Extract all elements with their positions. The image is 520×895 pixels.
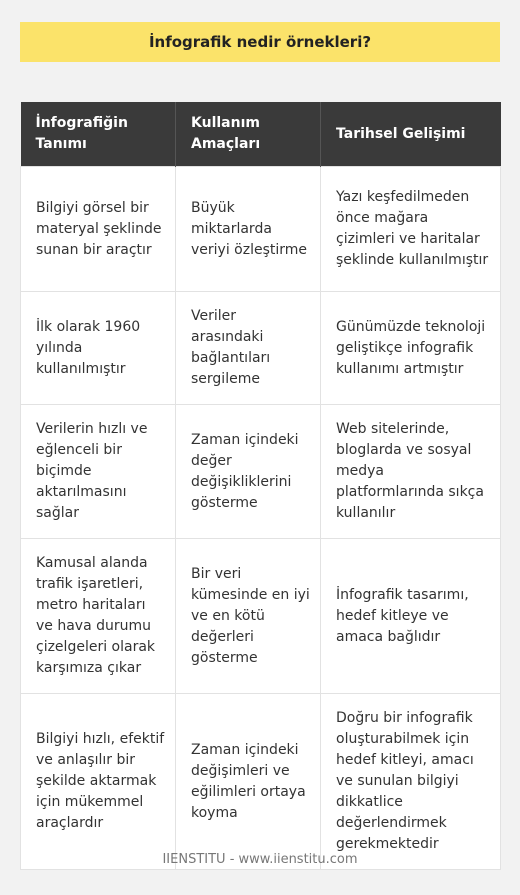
table-row: [21, 694, 501, 870]
table-cell: Bilgiyi görsel bir materyal şeklinde sunan bir araçtır: [21, 167, 176, 292]
table-cell: İnfografik tasarımı, hedef kitleye ve amaca bağlıdır: [321, 539, 501, 694]
column-header-history: Tarihsel Gelişimi: [321, 102, 501, 167]
infographic-table: [20, 102, 501, 870]
table-row: [21, 292, 501, 405]
table-cell: Bilgiyi hızlı, efektif ve anlaşılır bir şekilde aktarmak için mükemmel araçlardır: [21, 694, 176, 870]
table-row: [21, 167, 501, 292]
table-cell: Zaman içindeki değer değişikliklerini gösterme: [176, 405, 321, 539]
table-cell: Veriler arasındaki bağlantıları sergileme: [176, 292, 321, 405]
page-title-text: İnfografik nedir örnekleri?: [148, 33, 372, 51]
footer-credit: IIENSTITU - www.iienstitu.com: [162, 852, 358, 867]
table-cell: Verilerin hızlı ve eğlenceli bir biçimde aktarılmasını sağlar: [21, 405, 176, 539]
table-cell: Büyük miktarlarda veriyi özleştirme: [176, 167, 321, 292]
table-row: [21, 405, 501, 539]
table-cell: Günümüzde teknoloji geliştikçe infografik kullanımı artmıştır: [321, 292, 501, 405]
table-cell: Doğru bir infografik oluşturabilmek için hedef kitleyi, amacı ve sunulan bilgiyi dikkatlice değerlendirmek gerekmektedir: [321, 694, 501, 870]
table-cell: Kamusal alanda trafik işaretleri, metro haritaları ve hava durumu çizelgeleri olarak karşımıza çıkar: [21, 539, 176, 694]
table-cell: Yazı keşfedilmeden önce mağara çizimleri ve haritalar şeklinde kullanılmıştır: [321, 167, 501, 292]
table-cell: Web sitelerinde, bloglarda ve sosyal medya platformlarında sıkça kullanılır: [321, 405, 501, 539]
page-title: [20, 22, 500, 62]
table-cell: Zaman içindeki değişimleri ve eğilimleri ortaya koyma: [176, 694, 321, 870]
column-header-definition: İnfografiğin Tanımı: [21, 102, 176, 167]
table-cell: İlk olarak 1960 yılında kullanılmıştır: [21, 292, 176, 405]
table-row: [21, 539, 501, 694]
column-header-purposes: Kullanım Amaçları: [176, 102, 321, 167]
table-header-row: [21, 102, 501, 167]
table-cell: Bir veri kümesinde en iyi ve en kötü değerleri gösterme: [176, 539, 321, 694]
